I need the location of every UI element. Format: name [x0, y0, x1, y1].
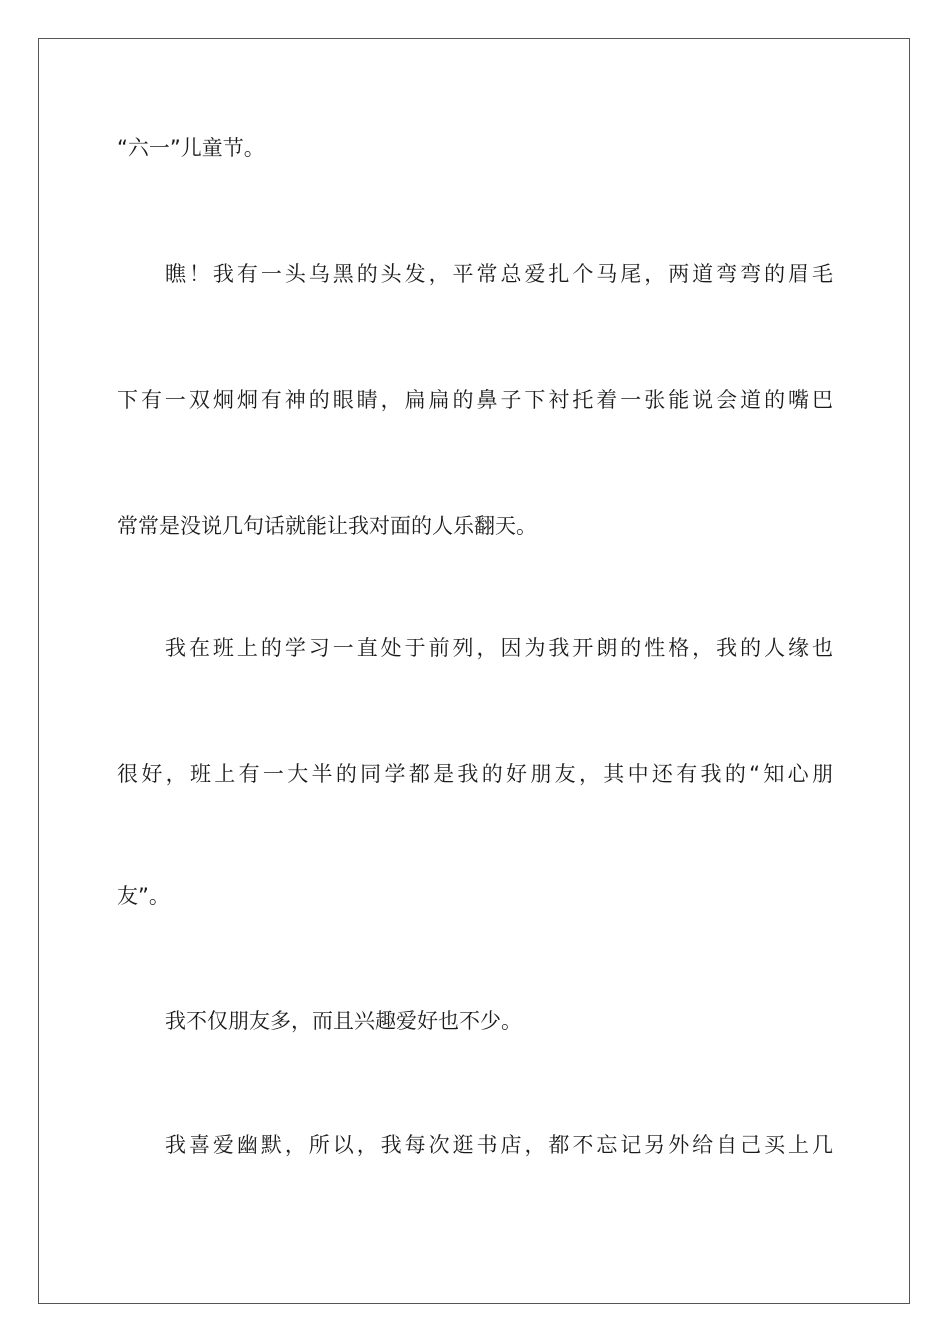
page-frame	[38, 38, 910, 1304]
text-line: 常常是没说几句话就能让我对面的人乐翻天。	[117, 514, 537, 538]
text-line: 很好，班上有一大半的同学都是我的好朋友，其中还有我的“知心朋	[117, 762, 833, 786]
text-line: 我不仅朋友多，而且兴趣爱好也不少。	[165, 1009, 522, 1033]
text-line: 友”。	[117, 884, 170, 908]
text-line: 我喜爱幽默，所以，我每次逛书店，都不忘记另外给自己买上几	[165, 1133, 833, 1157]
text-line: 下有一双炯炯有神的眼睛，扁扁的鼻子下衬托着一张能说会道的嘴巴	[117, 388, 833, 412]
text-line: 我在班上的学习一直处于前列，因为我开朗的性格，我的人缘也	[165, 636, 833, 660]
text-line: “六一”儿童节。	[117, 136, 265, 160]
text-line: 瞧！我有一头乌黑的头发，平常总爱扎个马尾，两道弯弯的眉毛	[165, 262, 833, 286]
